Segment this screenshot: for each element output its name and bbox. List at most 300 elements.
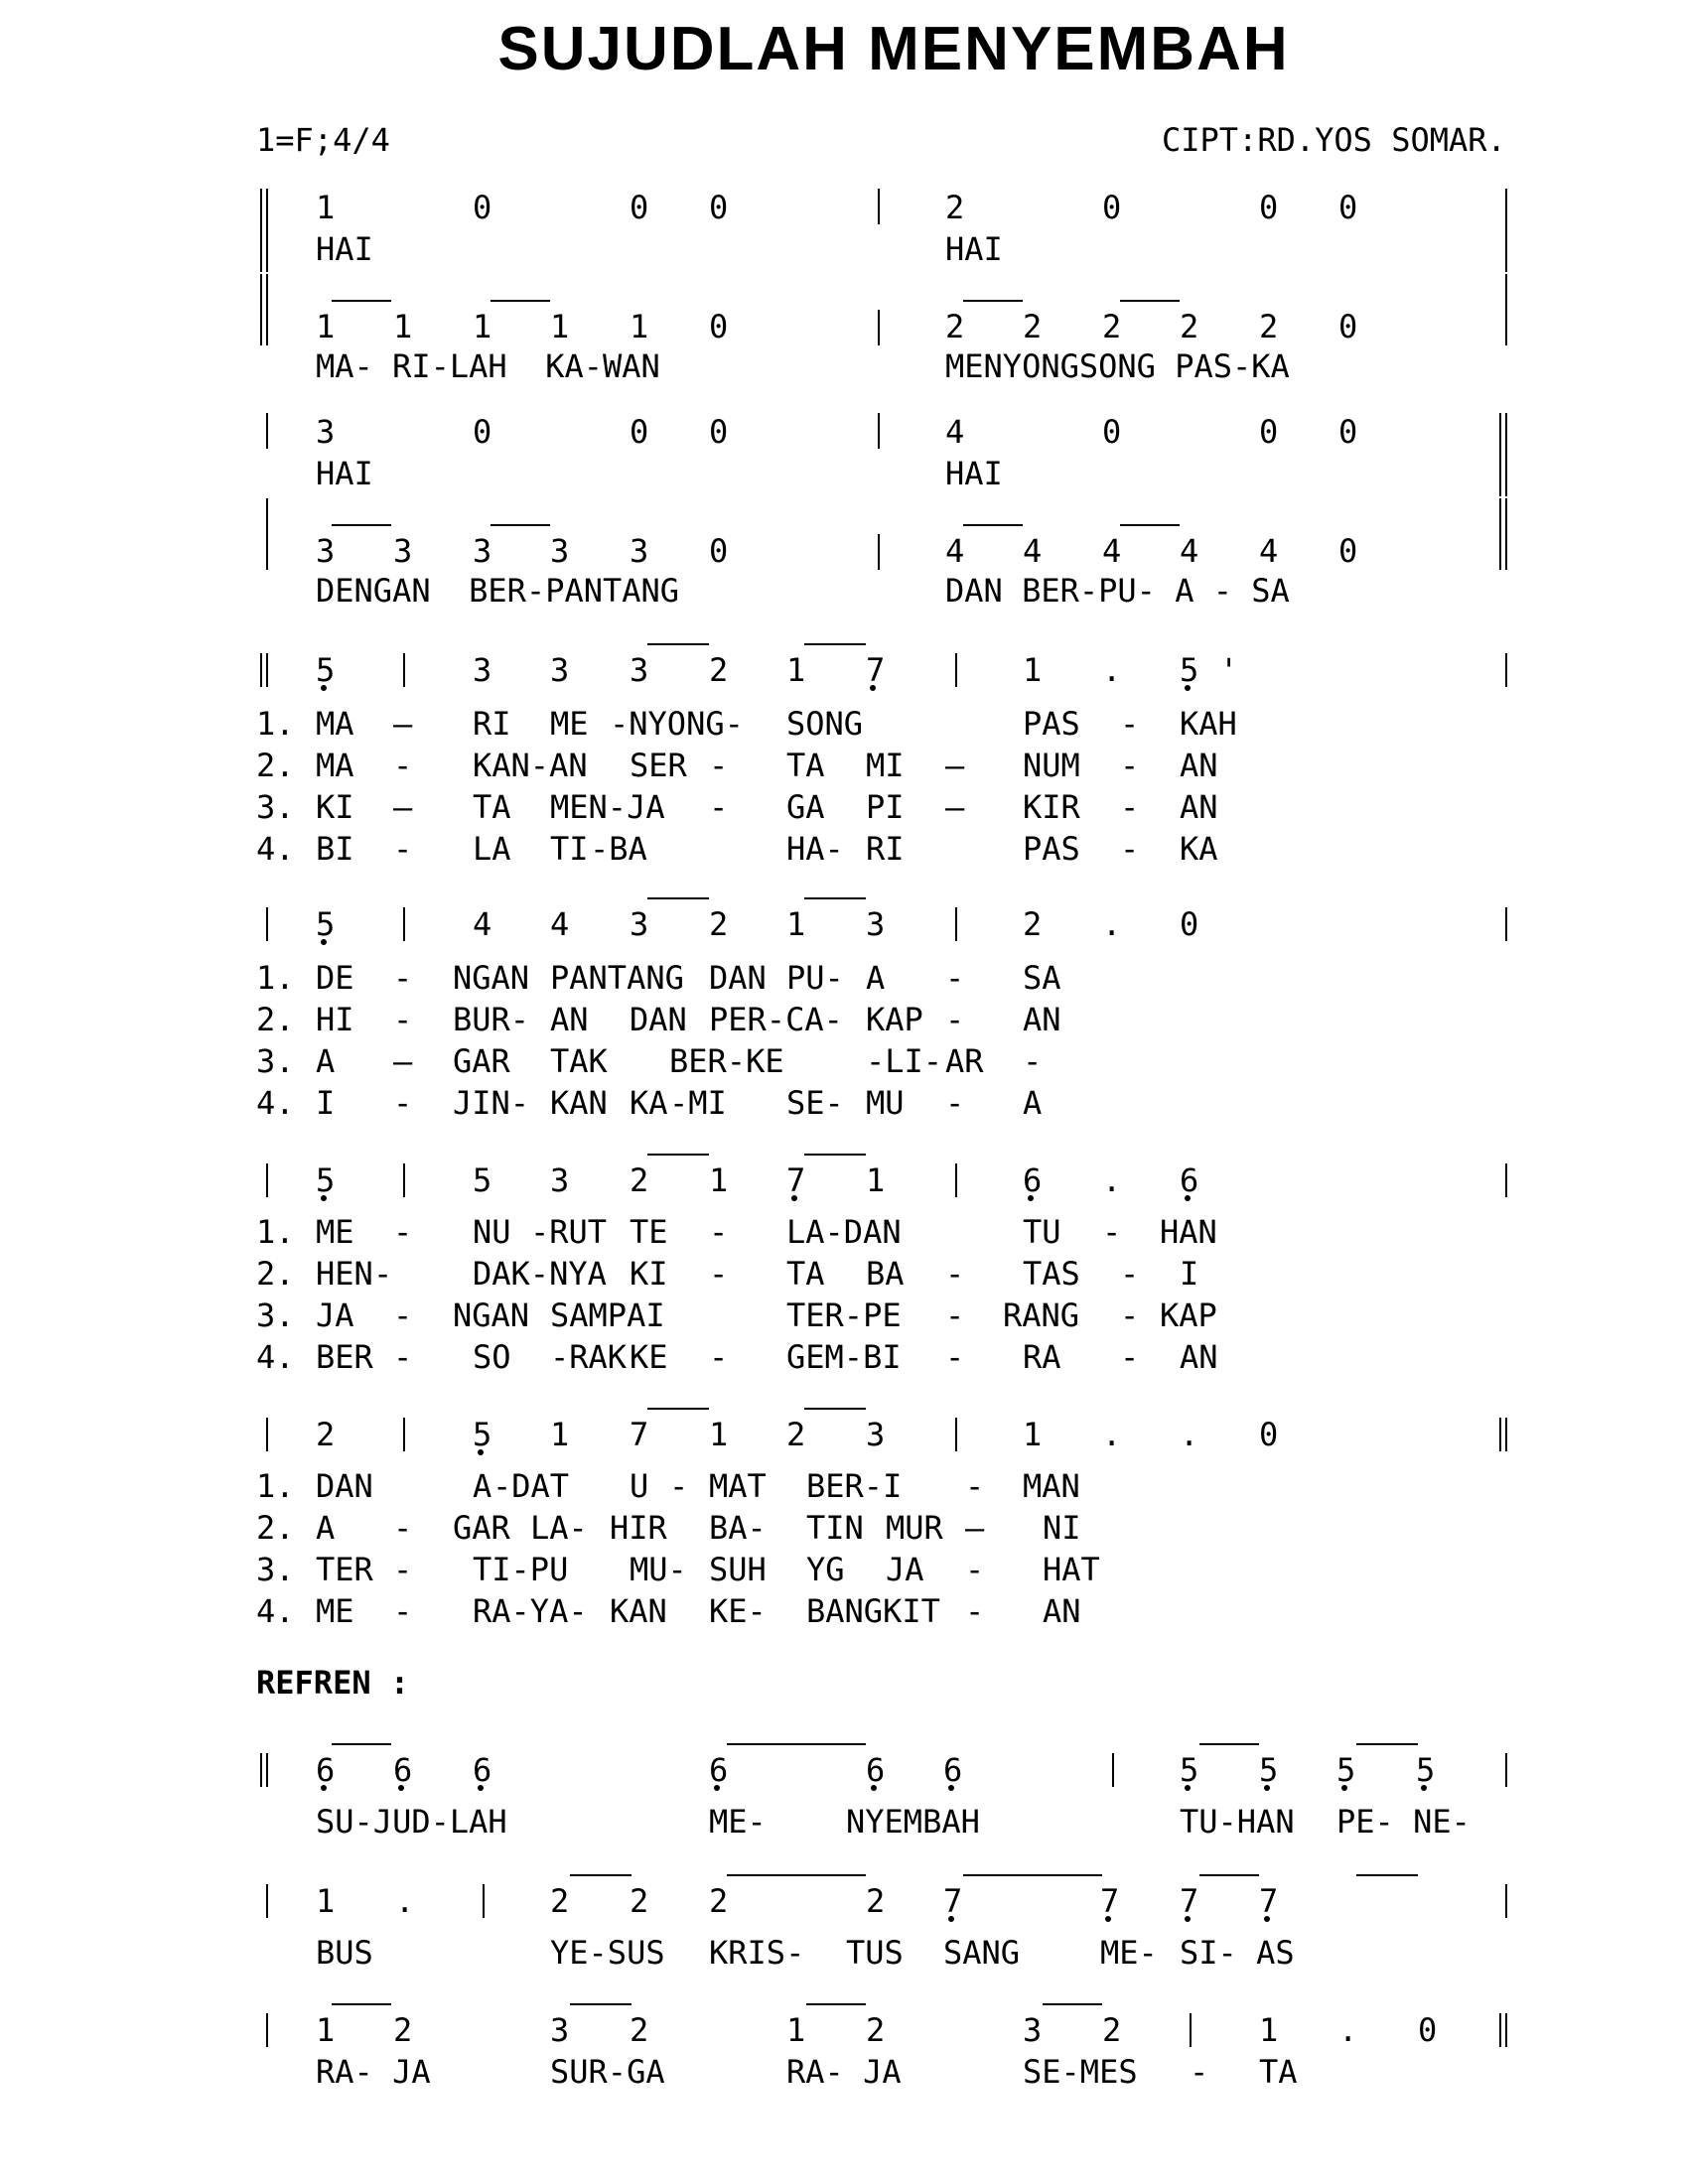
lyrics-row [0,701,1684,747]
note: 1 [1259,2011,1279,2049]
note: 6 [709,1751,729,1789]
lyric: TER-PE [786,1297,902,1334]
lyric: -LI- [866,1042,943,1080]
note: 2 [1102,2011,1122,2049]
beam [332,1743,391,1745]
note: 5 [316,905,336,943]
lyric: KA [630,1084,668,1122]
note: 5 [473,1416,492,1453]
lyric: DAN BER-PU- A - SA [945,572,1290,610]
note: 3 [866,1416,886,1453]
beam [1043,2003,1102,2005]
lyric: - [945,1338,965,1376]
lyric: 4. [256,1592,295,1630]
beam [727,1743,866,1745]
lyrics-row [0,784,1684,830]
lyrics-row [0,1547,1684,1592]
composer-credit: CIPT:RD.YOS SOMAR. [1162,121,1506,159]
note: 2 [1102,308,1122,345]
lyric: DAK-NYA [473,1255,607,1293]
lyric: - [1120,1297,1140,1334]
lyric: ME [550,705,589,743]
note: . [1102,1416,1122,1453]
lyric: 2. [256,747,295,784]
note: 6 [1023,1161,1043,1199]
lyric: RI [473,705,511,743]
beam [1199,1874,1259,1876]
lyrics-row [0,1505,1684,1551]
lyric: TA [786,1255,825,1293]
lyric: 2. [256,1509,295,1547]
lyric: SI- AS [1180,1934,1295,1972]
lyric: GAR [453,1042,510,1080]
note: 1 [709,1161,729,1199]
lyric: MA [316,705,354,743]
beam [332,300,391,302]
lyric: 4. [256,830,295,868]
beam [491,300,550,302]
lyric: - [945,1255,965,1293]
lyric: LA [473,830,511,868]
lyric: BANGKIT [806,1592,940,1630]
lyric: SUH [709,1551,767,1588]
lyric: - [709,747,729,784]
lyrics-row [0,997,1684,1042]
note: 2 [550,1882,570,1920]
lyric: – [393,705,413,743]
lyric: TIN [806,1509,864,1547]
beam [1120,300,1180,302]
note: 0 [1338,308,1358,345]
lyric: PI [866,788,905,826]
lyric: -RUT [530,1213,608,1251]
note: 2 [1180,308,1199,345]
note: 5 [473,1161,492,1199]
lyric: - [669,1467,689,1505]
note: 2 [709,905,729,943]
lyric: RI [866,830,905,868]
lyric: HI [316,1001,354,1038]
note: 3 [630,651,649,689]
lyric: - [709,1255,729,1293]
note: 1 [473,308,492,345]
lyric: MU- [630,1551,687,1588]
note: 3 [630,905,649,943]
lyric: 1. [256,1213,295,1251]
lyric: -RAK [550,1338,628,1376]
lyric: TA [1259,2053,1298,2091]
lyric: KA [1180,830,1218,868]
note: 7 [1100,1882,1120,1920]
note: 0 [630,413,649,451]
lyric: RA- JA [786,2053,902,2091]
beam [963,300,1023,302]
lyrics-row [0,1080,1684,1126]
lyric: NUM [1023,747,1080,784]
note: 5 [1336,1751,1356,1789]
lyric: TUS [846,1934,904,1972]
lyric: - [373,1255,393,1293]
lyric: – [945,788,965,826]
note: 7 [786,1161,806,1199]
lyric: U [630,1467,649,1505]
lyric: NGAN [453,1297,530,1334]
beam [647,1408,709,1410]
note: 0 [1180,905,1199,943]
note: 0 [1418,2011,1438,2049]
lyric: MEN-JA [550,788,665,826]
note: 6 [943,1751,963,1789]
lyric: - [1102,1213,1122,1251]
lyric: KAN [610,1592,667,1630]
lyric: LA-DAN [786,1213,902,1251]
lyric: AR [945,1042,984,1080]
note: 5 [1416,1751,1436,1789]
note: 7 [630,1416,649,1453]
lyric: TU-HAN [1180,1803,1295,1841]
lyric: SAMPAI [550,1297,665,1334]
lyric: GA [786,788,825,826]
lyric: YE-SUS [550,1934,665,1972]
lyric: 2. [256,1001,295,1038]
note: 1 [316,189,336,226]
lyric: 4. [256,1084,295,1122]
lyric: MI [866,747,905,784]
lyric: - [1120,788,1140,826]
beam [332,2003,391,2005]
lyric: JA [886,1551,924,1588]
note: 7 [1259,1882,1279,1920]
notes-row [0,1412,1684,1457]
lyric: 2. [256,1255,295,1293]
lyric: AN [550,1001,589,1038]
lyrics-row [0,1463,1684,1509]
note: 5 [1180,651,1199,689]
lyric: KI [630,1255,668,1293]
lyrics-row [0,826,1684,872]
note: 2 [709,651,729,689]
lyrics-row [0,568,1684,614]
lyric: - [393,1084,413,1122]
lyric: PU- [786,959,844,997]
lyric: KAP [1160,1297,1217,1334]
lyric: BUS [316,1934,373,1972]
lyric: KE [630,1338,668,1376]
lyric: -BA [590,830,647,868]
lyric: - [1120,747,1140,784]
lyric: - [945,1084,965,1122]
note: 0 [1338,189,1358,226]
lyric: I [1180,1255,1199,1293]
lyric: GEM-BI [786,1338,902,1376]
note: 0 [630,189,649,226]
note: 6 [393,1751,413,1789]
lyric: - [709,1338,729,1376]
note: 0 [473,189,492,226]
lyric: 1. [256,705,295,743]
lyric: SONG [786,705,864,743]
beam [804,1154,866,1156]
lyric: - [1120,830,1140,868]
lyric: - [393,959,413,997]
lyric: ME [316,1213,354,1251]
lyric: 3. [256,1297,295,1334]
beam [806,2003,866,2005]
lyric: PAS [1023,705,1080,743]
lyric: SA [1023,959,1061,997]
lyric: KAN [550,1084,608,1122]
lyric: HAI [945,230,1003,268]
lyric: PER-CA- [709,1001,843,1038]
lyric: SER [630,747,687,784]
note: 6 [866,1751,886,1789]
note: 2 [630,1161,649,1199]
beam [570,2003,632,2005]
note: 1 [630,308,649,345]
note: 4 [945,532,965,570]
note: 1 [316,308,336,345]
note: ' [1219,651,1239,689]
note: 3 [550,1161,570,1199]
note: 1 [316,1882,336,1920]
note: . [1102,905,1122,943]
lyrics-row [0,743,1684,788]
note: 1 [709,1416,729,1453]
lyric: AN [1180,788,1218,826]
lyric: DAN [630,1001,687,1038]
lyric: DAN [709,959,767,997]
lyric: - [945,1297,965,1334]
lyric: PE- NE- [1336,1803,1471,1841]
lyric: BER-I [806,1467,903,1505]
lyric: SU-JUD-LAH [316,1803,507,1841]
lyric: HAI [316,230,373,268]
lyric: NU [473,1213,511,1251]
lyric: TA [786,747,825,784]
lyric: A [473,1467,492,1505]
lyrics-row [0,1588,1684,1634]
lyric: 1. [256,1467,295,1505]
note: 7 [943,1882,963,1920]
lyric: - [1190,2053,1209,2091]
note: 2 [393,2011,413,2049]
note: 3 [550,532,570,570]
lyric: KIR [1023,788,1080,826]
note: 0 [1338,532,1358,570]
lyric: TA [473,788,511,826]
note: 1 [866,1161,886,1199]
note: 0 [709,308,729,345]
beam [1120,524,1180,526]
lyric: KI [316,788,354,826]
note: 2 [945,189,965,226]
note: 5 [1259,1751,1279,1789]
note: 4 [1259,532,1279,570]
lyric: A [316,1042,336,1080]
note: 0 [1259,413,1279,451]
lyric: AN [1180,747,1218,784]
note: 3 [630,532,649,570]
lyric: - [393,747,413,784]
lyric: A [1023,1084,1043,1122]
lyric: GAR [453,1509,510,1547]
note: 0 [1259,189,1279,226]
lyric: – [393,1042,413,1080]
lyrics-row [0,1293,1684,1338]
note: 3 [316,532,336,570]
lyric: PANTANG [550,959,684,997]
lyric: NYEMBAH [846,1803,980,1841]
lyric: PAS [1023,830,1080,868]
notes-row [0,409,1684,455]
lyric: HA- [786,830,844,868]
lyric: - [1120,1338,1140,1376]
note: 2 [709,1882,729,1920]
lyric: ME [316,1592,354,1630]
notes-row [0,1747,1684,1793]
lyric: - [393,1001,413,1038]
lyric: -MI [669,1084,727,1122]
lyric: RA-YA- [473,1592,588,1630]
note: 1 [550,1416,570,1453]
lyric: TER [316,1551,373,1588]
lyric: BUR- [453,1001,530,1038]
lyric: KAN-AN [473,747,588,784]
lyric: HAT [1043,1551,1100,1588]
lyric: A [866,959,886,997]
lyric: MU [866,1084,905,1122]
note: 3 [393,532,413,570]
lyric: ME- [709,1803,767,1841]
key-signature: 1=F;4/4 [256,121,390,159]
beam [647,897,709,899]
lyric: MA [316,747,354,784]
lyric: DE [316,959,354,997]
lyric: - [1120,705,1140,743]
note: 1 [1023,1416,1043,1453]
beam [647,643,709,645]
notes-row [0,2007,1684,2053]
note: 2 [866,1882,886,1920]
beam [804,1408,866,1410]
notes-row [0,1878,1684,1924]
lyric: AN [1180,1338,1218,1376]
lyrics-row [0,1930,1684,1976]
lyric: SUR-GA [550,2053,665,2091]
lyric: YG [806,1551,845,1588]
beam [804,897,866,899]
lyrics-row [0,1251,1684,1297]
beam [1356,1874,1418,1876]
note: 4 [473,905,492,943]
note: . [1102,651,1122,689]
lyric: -NYONG- [610,705,744,743]
lyrics-row [0,451,1684,496]
note: 3 [550,2011,570,2049]
note: 3 [866,905,886,943]
lyrics-row [0,343,1684,389]
note: 6 [1180,1161,1199,1199]
lyric: - [709,788,729,826]
lyric: AN [1043,1592,1081,1630]
lyric: NI [1043,1509,1081,1547]
beam [647,1154,709,1156]
lyric: - [965,1467,985,1505]
note: 0 [709,413,729,451]
lyric: RA [1023,1338,1061,1376]
lyric: – [945,747,965,784]
lyric: -DAT [492,1467,570,1505]
beam [963,524,1023,526]
note: 3 [1023,2011,1043,2049]
lyrics-row [0,2049,1684,2095]
note: 2 [1259,308,1279,345]
lyric: MAN [1023,1467,1080,1505]
lyric: TI-PU [473,1551,569,1588]
lyric: BA- [709,1509,767,1547]
note: 2 [786,1416,806,1453]
beam [1199,1743,1259,1745]
lyric: HAI [316,455,373,492]
lyric: SE-MES [1023,2053,1138,2091]
lyric: BER [316,1338,373,1376]
lyric: NGAN [453,959,530,997]
beam [963,1874,1102,1876]
lyric: KAH [1180,705,1237,743]
lyric: – [965,1509,985,1547]
lyric: - [965,1551,985,1588]
lyric: 3. [256,788,295,826]
lyric: SE- [786,1084,844,1122]
lyric: - [393,1338,413,1376]
lyric: HIR [610,1509,667,1547]
note: 4 [1180,532,1199,570]
beam [804,643,866,645]
lyric: – [393,788,413,826]
note: . [395,1882,415,1920]
note: 2 [316,1416,336,1453]
lyric: MA- RI-LAH KA-WAN [316,347,660,385]
note: 1 [786,651,806,689]
lyric: HAN [1160,1213,1217,1251]
lyric: JIN- [453,1084,530,1122]
note: 0 [473,413,492,451]
note: . [1102,1161,1122,1199]
lyrics-row [0,1799,1684,1844]
note: 3 [316,413,336,451]
note: 1 [786,2011,806,2049]
note: 3 [473,651,492,689]
note: 5 [316,651,336,689]
lyric: AN [1023,1001,1061,1038]
note: 1 [786,905,806,943]
notes-row [0,647,1684,693]
note: 7 [866,651,886,689]
note: 4 [550,905,570,943]
lyrics-row [0,1209,1684,1255]
note: 2 [1023,905,1043,943]
notes-row [0,185,1684,230]
lyric: MUR [886,1509,943,1547]
lyric: I [316,1084,336,1122]
lyric: HEN [316,1255,373,1293]
lyric: TU [1023,1213,1061,1251]
note: 0 [1102,413,1122,451]
note: 1 [550,308,570,345]
lyric: BI [316,830,354,868]
lyric: ME- [1100,1934,1158,1972]
lyric: - [709,1213,729,1251]
